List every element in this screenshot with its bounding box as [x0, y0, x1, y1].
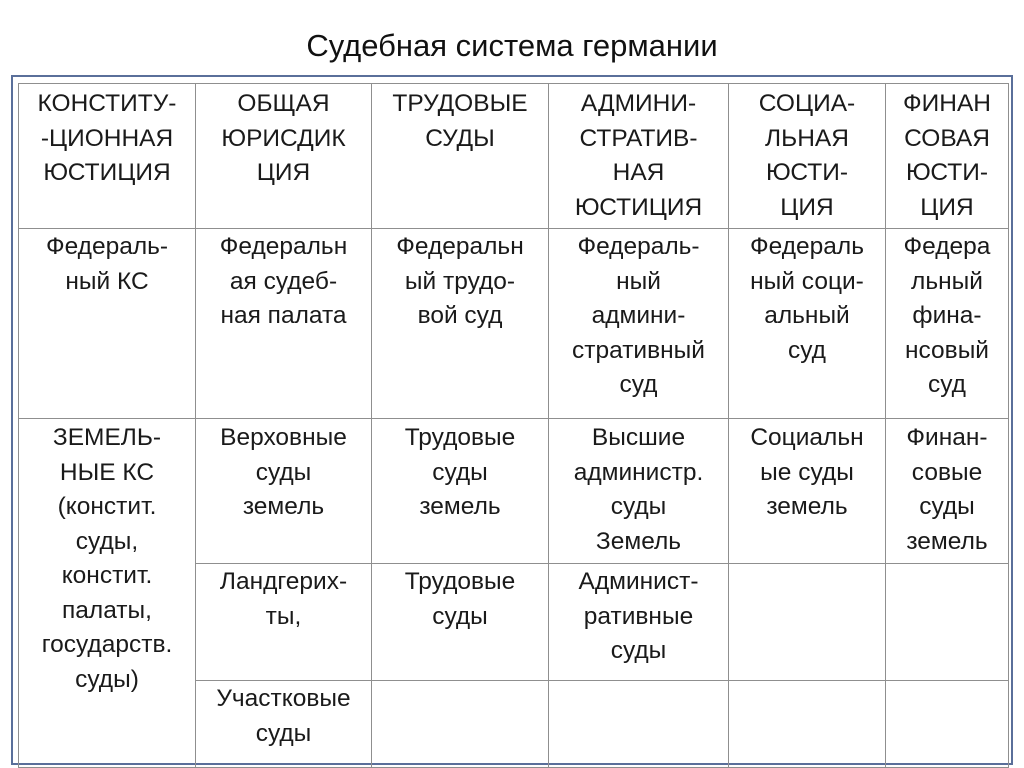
empty-cell: [372, 681, 549, 768]
header-labour-courts: ТРУДОВЫЕ СУДЫ: [372, 84, 549, 229]
landgericht-courts: Ландгерих- ты,: [196, 564, 372, 681]
header-row: [19, 84, 1009, 229]
table-frame: [11, 75, 1013, 765]
labour-courts-local: Трудовые суды: [372, 564, 549, 681]
slide-title: Судебная система германии: [306, 28, 718, 63]
land-constitutional-courts: ЗЕМЕЛЬ- НЫЕ КС (констит. суды, констит. палаты, государств. суды): [19, 419, 196, 768]
empty-cell: [886, 564, 1009, 681]
federal-court-of-justice: Федеральн ая судеб- ная палата: [196, 229, 372, 419]
court-system-table: [18, 83, 1009, 768]
administrative-courts-local: Админист- ративные суды: [549, 564, 729, 681]
federal-social-court: Федераль ный соци- альный суд: [729, 229, 886, 419]
local-district-courts: Участковые суды: [196, 681, 372, 768]
empty-cell: [729, 564, 886, 681]
federal-administrative-court: Федераль- ный админи- стративный суд: [549, 229, 729, 419]
header-social-justice: СОЦИА- ЛЬНАЯ ЮСТИ- ЦИЯ: [729, 84, 886, 229]
empty-cell: [549, 681, 729, 768]
header-constitutional-justice: КОНСТИТУ- -ЦИОННАЯ ЮСТИЦИЯ: [19, 84, 196, 229]
empty-cell: [886, 681, 1009, 768]
land-social-courts: Социальн ые суды земель: [729, 419, 886, 564]
land-labour-courts: Трудовые суды земель: [372, 419, 549, 564]
empty-cell: [729, 681, 886, 768]
header-financial-justice: ФИНАН СОВАЯ ЮСТИ- ЦИЯ: [886, 84, 1009, 229]
land-supreme-courts: Верховные суды земель: [196, 419, 372, 564]
land-higher-administrative-courts: Высшие администр. суды Земель: [549, 419, 729, 564]
federal-labour-court: Федеральн ый трудо- вой суд: [372, 229, 549, 419]
land-high-courts-row: [19, 419, 1009, 564]
federal-courts-row: [19, 229, 1009, 419]
land-finance-courts: Финан- совые суды земель: [886, 419, 1009, 564]
federal-finance-court: Федера льный фина- нсовый суд: [886, 229, 1009, 419]
header-general-jurisdiction: ОБЩАЯ ЮРИСДИК ЦИЯ: [196, 84, 372, 229]
header-administrative-justice: АДМИНИ- СТРАТИВ- НАЯ ЮСТИЦИЯ: [549, 84, 729, 229]
federal-constitutional-court: Федераль- ный КС: [19, 229, 196, 419]
